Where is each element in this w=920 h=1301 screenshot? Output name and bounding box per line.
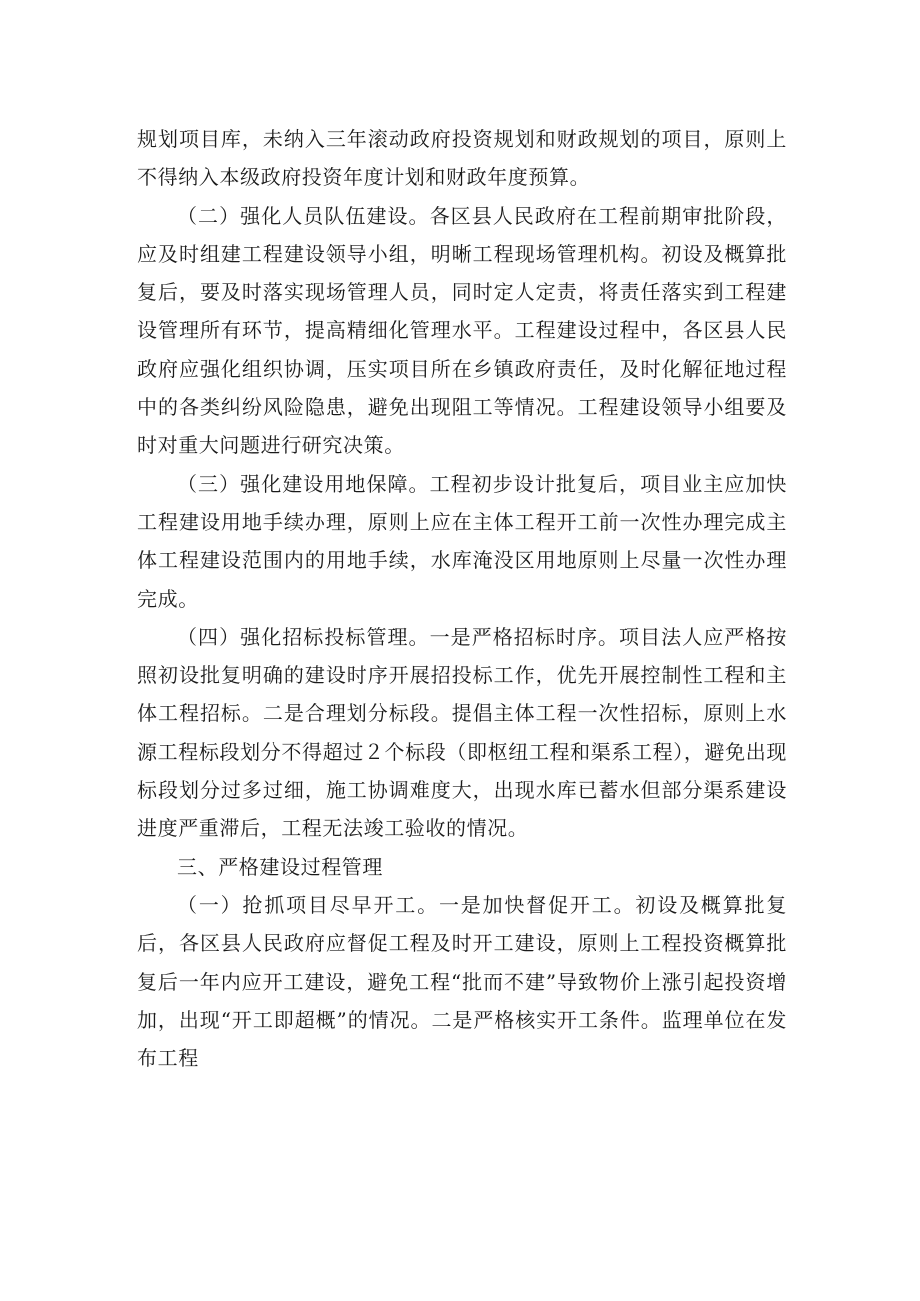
paragraph-bidding: （四）强化招标投标管理。一是严格招标时序。项目法人应严格按照初设批复明确的建设时序开展招投标工作，优先开展控制性工程和主体工程招标。二是合理划分标段。提倡主体工程一次性招标，原则上水源工程标段划分不得超过２个标段（即枢纽工程和渠系工程），避免出现标段划分过多过细，施工协调难度大，出现水库已蓄水但部分渠系建设进度严重滞后，工程无法竣工验收的情况。 [137,624,787,841]
paragraph-personnel: （二）强化人员队伍建设。各区县人民政府在工程前期审批阶段，应及时组建工程建设领导小组，明晰工程现场管理机构。初设及概算批复后，要及时落实现场管理人员，同时定人定责，将责任落实到工程建设管理所有环节，提高精细化管理水平。工程建设过程中，各区县人民政府应强化组织协调，压实项目所在乡镇政府责任，及时化解征地过程中的各类纠纷风险隐患，避免出现阻工等情况。工程建设领导小组要及时对重大问题进行研究决策。 [137,203,787,458]
paragraph-continuation: 规划项目库，未纳入三年滚动政府投资规划和财政规划的项目，原则上不得纳入本级政府投资年度计划和财政年度预算。 [137,127,787,190]
paragraph-start-construction: （一）抢抓项目尽早开工。一是加快督促开工。初设及概算批复后，各区县人民政府应督促工程及时开工建设，原则上工程投资概算批复后一年内应开工建设，避免工程“批而不建”导致物价上涨引起投资增加，出现“开工即超概”的情况。二是严格核实开工条件。监理单位在发布工程 [137,892,787,1071]
paragraph-land-use: （三）强化建设用地保障。工程初步设计批复后，项目业主应加快工程建设用地手续办理，原则上应在主体工程开工前一次性办理完成主体工程建设范围内的用地手续，水库淹没区用地原则上尽量一次性办理完成。 [137,471,787,611]
section-heading: 三、严格建设过程管理 [177,854,383,879]
document-body [137,120,787,1077]
